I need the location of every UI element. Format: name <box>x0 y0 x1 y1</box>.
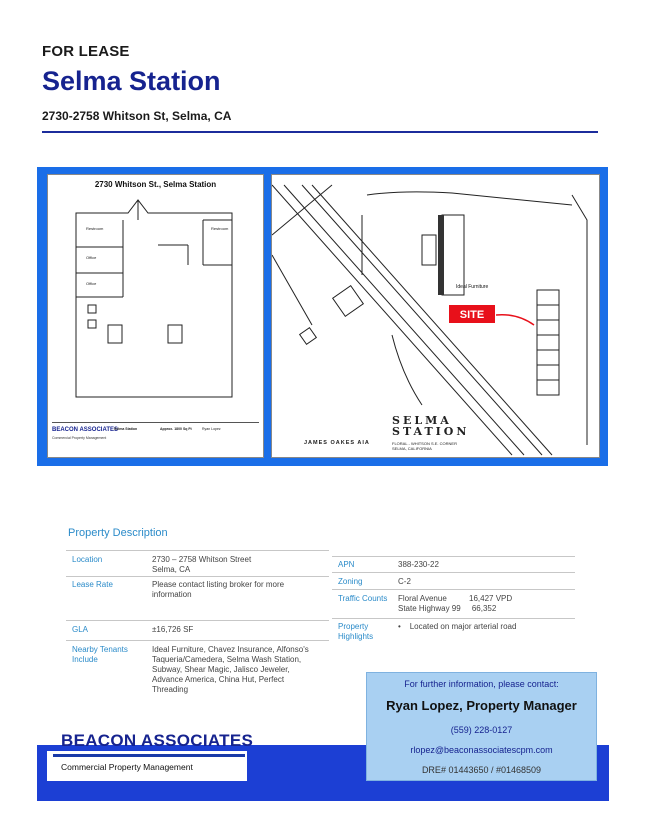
contact-email[interactable]: rlopez@beaconassociatescpm.com <box>410 745 553 755</box>
table-divider <box>66 640 329 641</box>
site-plan-project-name <box>392 415 469 437</box>
floor-plan-image <box>47 174 264 458</box>
site-plan-name-line2: STATION <box>392 425 470 438</box>
floor-plan-project: Selma Station <box>114 427 138 431</box>
property-title: Selma Station <box>42 66 221 96</box>
floor-plan-logo-sub: Commercial Property Management <box>52 436 107 440</box>
floor-plan-logo: BEACON ASSOCIATES <box>52 427 119 433</box>
brand-rule <box>53 754 245 757</box>
nearby-tenants-value: Ideal Furniture, Chavez Insurance, Alfonso's Taqueria/Camedera, Selma Wash Station, Subway, Shear Magic, Jalisco Jeweler, Advance America, China Hut, Perfect Threading <box>152 645 309 694</box>
nearby-tenants-label: Nearby Tenants Include <box>72 645 128 664</box>
zoning-label: Zoning <box>338 577 363 586</box>
apn-value: 388-230-22 <box>398 560 439 569</box>
gla-label: GLA <box>72 625 89 634</box>
site-marker: SITE <box>448 304 496 324</box>
lease-rate-value: Please contact listing broker for more information <box>152 580 285 599</box>
tenant-label: Ideal Furniture <box>456 284 489 290</box>
gla-value: ±16,726 SF <box>152 625 194 634</box>
table-divider <box>332 618 575 619</box>
contact-name: Ryan Lopez, Property Manager <box>386 698 577 713</box>
zoning-value: C-2 <box>398 577 411 586</box>
room-label: Restroom <box>86 226 104 231</box>
for-lease-label: FOR LEASE <box>42 43 130 60</box>
floor-plan-size: Approx. 1800 Sq Ft <box>160 427 192 431</box>
site-plan-image <box>271 174 600 458</box>
site-plan-architect: JAMES OAKES AIA <box>304 440 370 446</box>
traffic-counts-label: Traffic Counts <box>338 594 388 603</box>
property-highlights-label: Property Highlights <box>338 622 374 641</box>
header-divider <box>42 131 598 133</box>
contact-dre: DRE# 01443650 / #01468509 <box>421 765 542 775</box>
table-divider <box>332 589 575 590</box>
lease-rate-label: Lease Rate <box>72 580 113 589</box>
location-label: Location <box>72 555 103 564</box>
contact-box <box>366 672 597 781</box>
contact-intro: For further information, please contact: <box>404 679 559 689</box>
brand-tagline: Commercial Property Management <box>61 762 193 772</box>
floor-plan-agent: Ryan Lopez <box>202 427 221 431</box>
table-divider <box>66 576 329 577</box>
site-plan-name-line1: SELMA <box>392 414 452 427</box>
table-divider <box>66 620 329 621</box>
property-address: 2730-2758 Whitson St, Selma, CA <box>42 109 232 123</box>
table-divider <box>332 572 575 573</box>
property-highlights-value: • Located on major arterial road <box>398 622 517 631</box>
property-description-heading: Property Description <box>68 527 168 539</box>
table-divider <box>66 550 329 551</box>
contact-phone[interactable]: (559) 228-0127 <box>450 725 513 735</box>
traffic-counts-value: Floral Avenue 16,427 VPD State Highway 99 66,352 <box>398 594 513 613</box>
table-divider <box>332 556 575 557</box>
apn-label: APN <box>338 560 355 569</box>
site-plan-project-sub: FLORAL - WHITSON S.E. CORNER SELMA, CALIFORNIA <box>392 441 457 451</box>
brand-name: BEACON ASSOCIATES <box>61 731 254 750</box>
room-label: Office <box>86 255 97 260</box>
room-label: Restroom <box>211 226 229 231</box>
location-value: 2730 – 2758 Whitson Street Selma, CA <box>152 555 252 574</box>
floor-plan-title: 2730 Whitson St., Selma Station <box>94 180 217 189</box>
room-label: Office <box>86 281 97 286</box>
floor-plan-drawing <box>48 175 264 458</box>
floor-plan-footer <box>52 422 259 455</box>
